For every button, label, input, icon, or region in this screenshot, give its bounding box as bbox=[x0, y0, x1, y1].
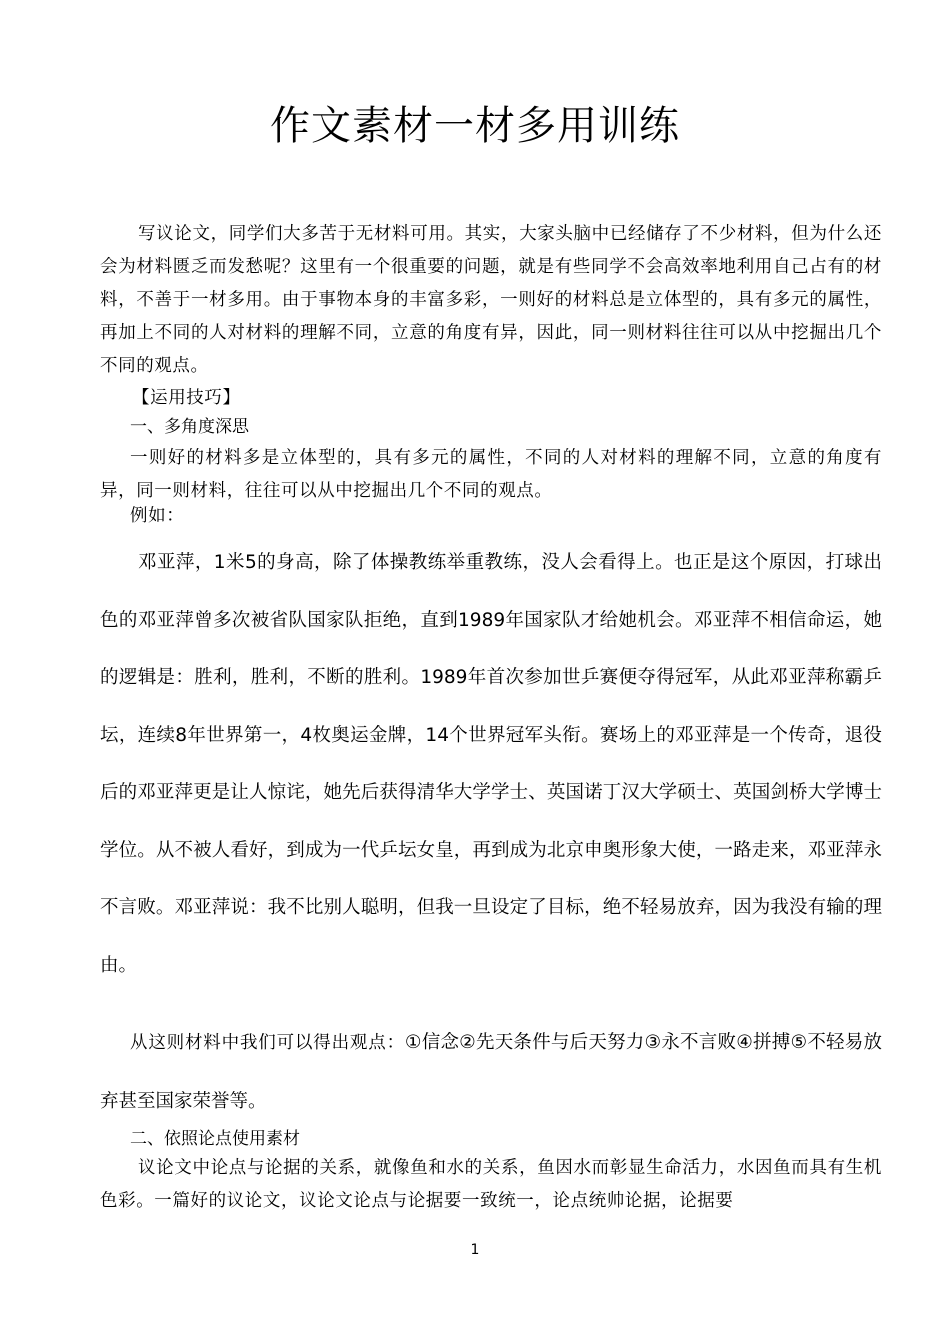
page-title: 作文素材一材多用训练 bbox=[270, 103, 680, 149]
example-story: 邓亚萍，1米5的身高，除了体操教练举重教练，没人会看得上。也正是这个原因，打球出色的邓亚萍曾多次被省队国家队拒绝，直到1989年国家队才给她机会。邓亚萍不相信命运，她的逻辑是：胜利，胜利，不断的胜利。1989年首次参加世乒赛便夺得冠军，从此邓亚萍称霸乒坛，连续8年世界第一，4枚奥运金牌，14个世界冠军头衔。赛场上的邓亚萍是一个传奇，退役后的邓亚萍更是让人惊诧，她先后获得清华大学学士、英国诺丁汉大学硕士、英国剑桥大学博士学位。从不被人看好，到成为一代乒坛女皇，再到成为北京申奥形象大使，一路走来，邓亚萍永不言败。邓亚萍说：我不比别人聪明，但我一旦设定了目标，绝不轻易放弃，因为我没有输的理由。 bbox=[100, 552, 882, 976]
viewpoints-lead: 从这则材料中我们可以得出观点： bbox=[130, 1033, 405, 1053]
section-2-body: 议论文中论点与论据的关系，就像鱼和水的关系，鱼因水而彰显生命活力，水因鱼而具有生机色彩。一篇好的议论文，议论文论点与论据要一致统一，论点统帅论据，论据要 bbox=[100, 1158, 882, 1211]
viewpoints-list: ①信念②先天条件与后天努力③永不言败④拼搏⑤不轻易放弃甚至国家荣誉等。 bbox=[100, 1032, 882, 1112]
tips-label: 【运用技巧】 bbox=[132, 388, 241, 408]
section-1-heading: 一、多角度深思 bbox=[130, 417, 249, 437]
intro-paragraph: 写议论文，同学们大多苦于无材料可用。其实，大家头脑中已经储存了不少材料，但为什么还会为材料匮乏而发愁呢？这里有一个很重要的问题，就是有些同学不会高效率地利用自己占有的材料，不善于一材多用。由于事物本身的丰富多彩，一则好的材料总是立体型的，具有多元的属性，再加上不同的人对材料的理解不同，立意的角度有异，因此，同一则材料往往可以从中挖掘出几个不同的观点。 bbox=[100, 224, 882, 376]
viewpoints-paragraph bbox=[100, 1014, 882, 1131]
page-number: 1 bbox=[470, 1242, 480, 1258]
section-1-body: 一则好的材料多是立体型的，具有多元的属性，不同的人对材料的理解不同，立意的角度有异，同一则材料，往往可以从中挖掘出几个不同的观点。 bbox=[100, 448, 882, 501]
section-2-heading: 二、依照论点使用素材 bbox=[130, 1129, 300, 1149]
example-label: 例如： bbox=[130, 506, 185, 526]
